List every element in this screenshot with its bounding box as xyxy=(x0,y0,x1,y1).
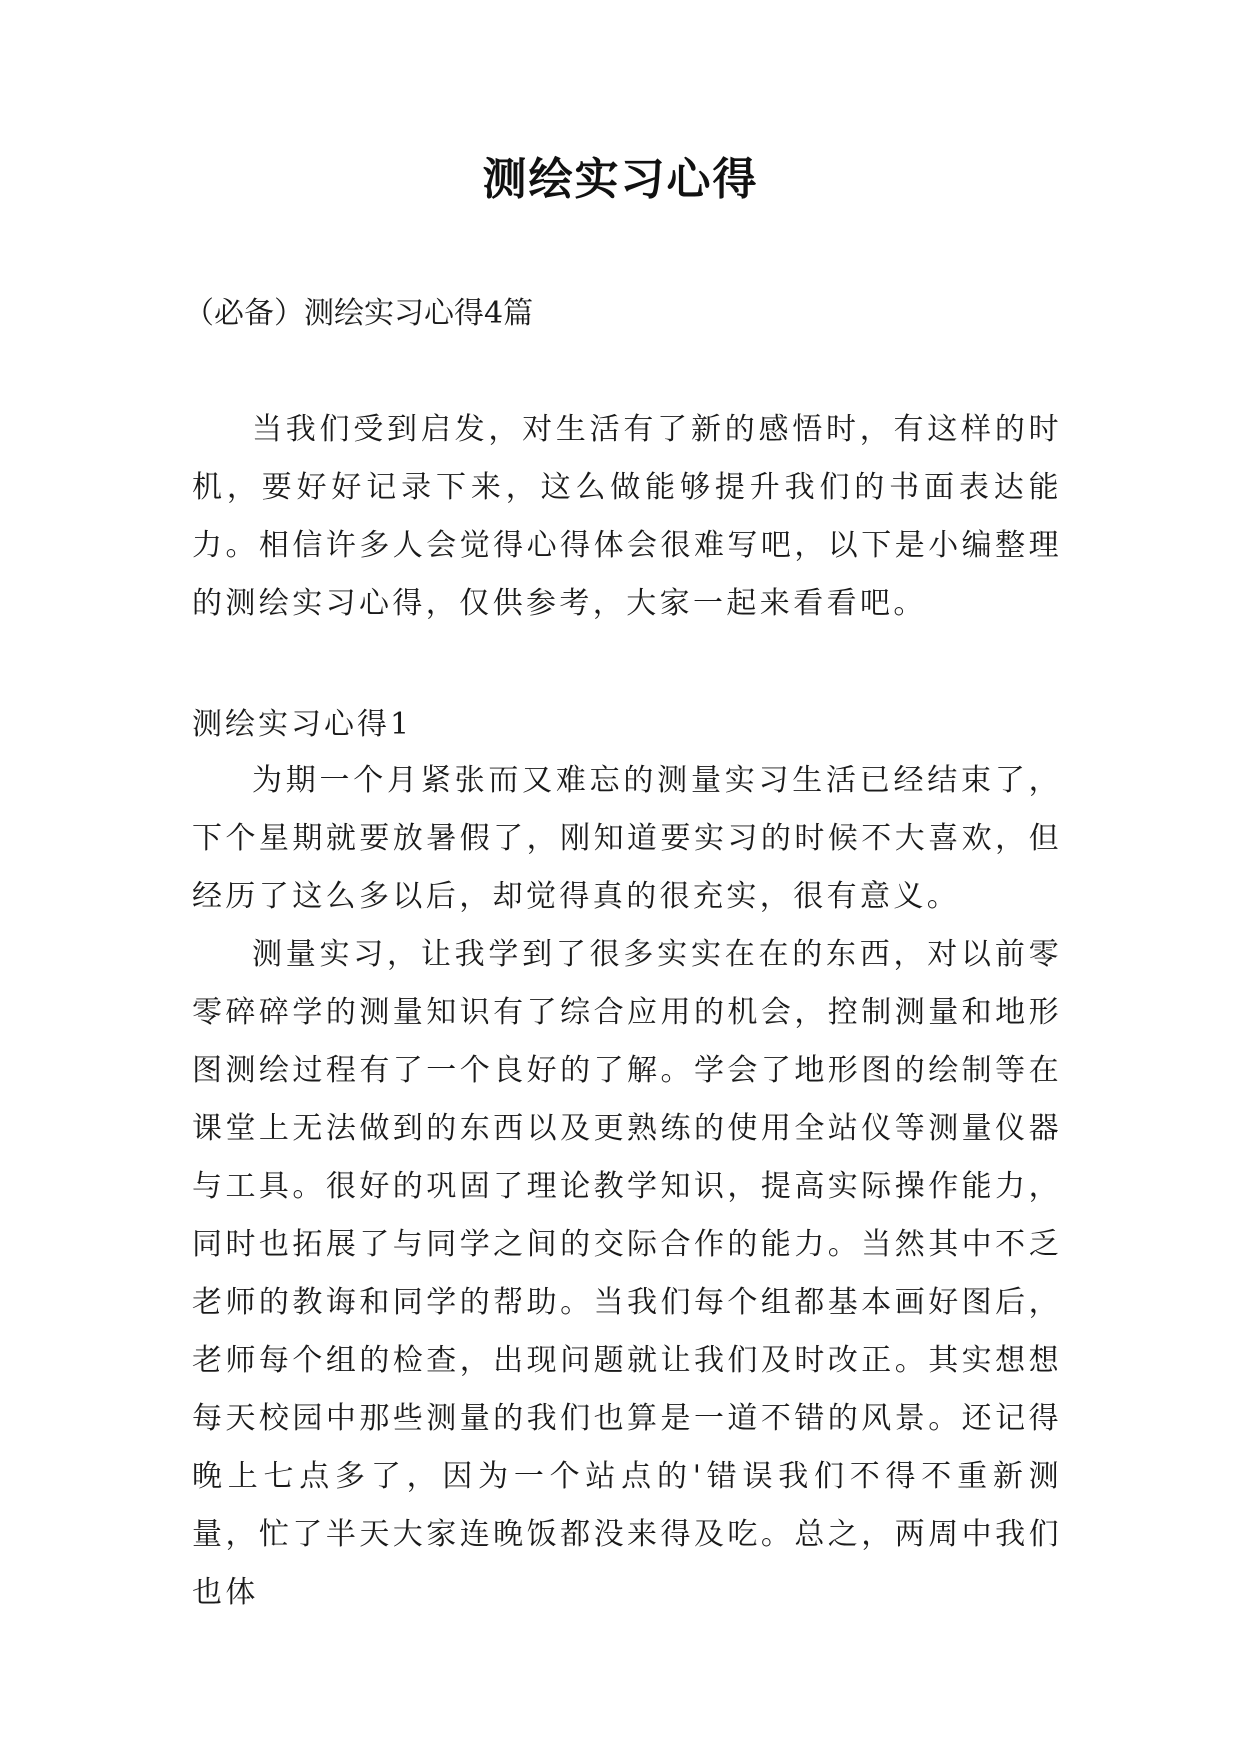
intro-block xyxy=(192,401,1062,633)
section-paragraph-1: 为期一个月紧张而又难忘的测量实习生活已经结束了，下个星期就要放暑假了，刚知道要实习的时候不大喜欢，但经历了这么多以后，却觉得真的很充实，很有意义。 xyxy=(192,763,1062,914)
section-heading: 测绘实习心得1 xyxy=(192,707,413,742)
intro-paragraph: 当我们受到启发，对生活有了新的感悟时，有这样的时机，要好好记录下来，这么做能够提升我们的书面表达能力。相信许多人会觉得心得体会很难写吧，以下是小编整理的测绘实习心得，仅供参考，大家一起来看看吧。 xyxy=(192,412,1062,621)
document-subtitle: （必备）测绘实习心得4篇 xyxy=(184,296,534,331)
section-paragraph-2: 测量实习，让我学到了很多实实在在的东西，对以前零零碎碎学的测量知识有了综合应用的机会，控制测量和地形图测绘过程有了一个良好的了解。学会了地形图的绘制等在课堂上无法做到的东西以及更熟练的使用全站仪等测量仪器与工具。很好的巩固了理论教学知识，提高实际操作能力，同时也拓展了与同学之间的交际合作的能力。当然其中不乏老师的教诲和同学的帮助。当我们每个组都基本画好图后，老师每个组的检查，出现问题就让我们及时改正。其实想想每天校园中那些测量的我们也算是一道不错的风景。还记得晚上七点多了，因为一个站点的'错误我们不得不重新测量，忙了半天大家连晚饭都没来得及吃。总之，两周中我们也体 xyxy=(192,937,1062,1610)
document-title: 测绘实习心得 xyxy=(482,154,759,205)
section-body xyxy=(192,752,1062,1622)
